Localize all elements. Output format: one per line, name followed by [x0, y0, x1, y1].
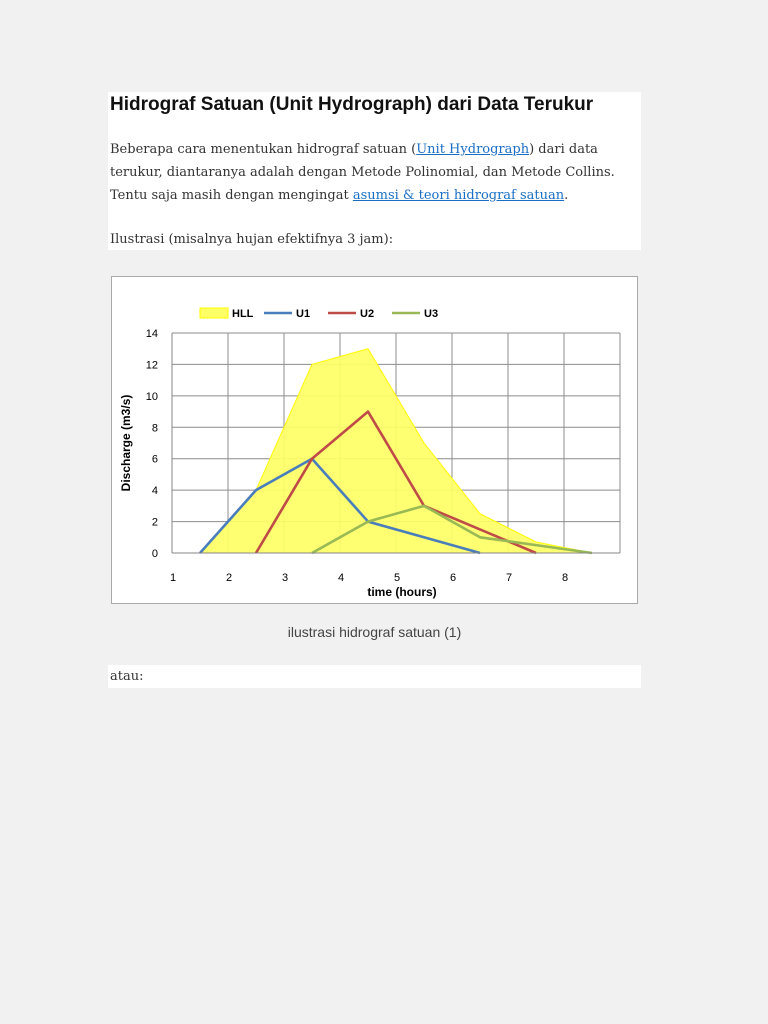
para-text-5: .	[564, 188, 569, 203]
y-tick-label: 4	[151, 485, 158, 498]
x-tick-label: 5	[393, 572, 401, 584]
atau-text: atau:	[110, 669, 144, 684]
unit-hydrograph-link[interactable]: Unit Hydrograph	[416, 142, 530, 157]
legend-swatch-hll	[200, 308, 228, 318]
para-text-4: Tentu saja masih dengan mengingat	[110, 188, 353, 203]
paragraph-line-3	[110, 184, 638, 207]
x-tick-label: 8	[561, 572, 569, 584]
x-tick-label: 2	[225, 572, 233, 584]
legend-label-u3: U3	[424, 308, 439, 320]
asumsi-teori-link[interactable]: asumsi & teori hidrograf satuan	[352, 188, 565, 203]
y-tick-label: 12	[145, 359, 158, 372]
y-tick-label: 8	[151, 422, 158, 435]
y-tick-label: 0	[151, 548, 158, 560]
next-block	[108, 665, 641, 688]
hydrograph-chart	[111, 276, 638, 604]
chart-svg	[112, 277, 637, 603]
x-tick-label: 4	[337, 572, 345, 584]
legend-label-u2: U2	[360, 308, 375, 320]
x-tick-label: 7	[505, 572, 513, 584]
legend-label-u1: U1	[296, 308, 311, 320]
y-tick-label: 10	[145, 390, 158, 403]
paragraph-line-1	[110, 138, 638, 161]
x-tick-label: 3	[281, 572, 289, 584]
x-tick-label: 1	[169, 572, 177, 584]
paragraph-line-2: terukur, diantaranya adalah dengan Metode Polinomial, dan Metode Collins.	[110, 165, 615, 180]
para-text-2: ) dari data	[529, 142, 598, 157]
y-axis-title: Discharge (m3/s)	[119, 394, 133, 492]
y-tick-label: 14	[145, 328, 158, 340]
page-title: Hidrograf Satuan (Unit Hydrograph) dari Data Terukur	[110, 94, 594, 115]
para-text-1: Beberapa cara menentukan hidrograf satuan (	[110, 142, 417, 157]
x-tick-label: 6	[449, 572, 457, 584]
y-tick-label: 6	[151, 453, 158, 466]
illustration-label: Ilustrasi (misalnya hujan efektifnya 3 jam):	[110, 232, 394, 247]
article-intro	[108, 92, 641, 250]
legend-label-hll: HLL	[232, 308, 254, 320]
figure-caption: ilustrasi hidrograf satuan (1)	[287, 624, 462, 640]
intro-paragraph	[110, 138, 638, 207]
x-axis-title: time (hours)	[367, 585, 437, 599]
y-tick-label: 2	[151, 516, 158, 529]
